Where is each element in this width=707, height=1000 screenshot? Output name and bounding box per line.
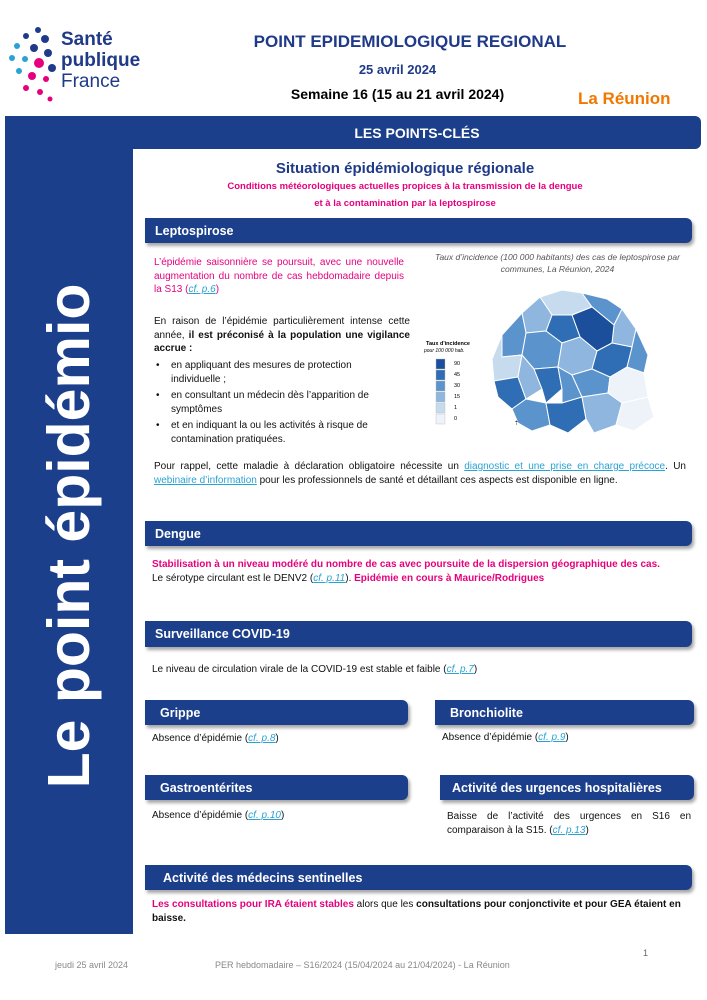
lepto-bullets: [154, 359, 394, 449]
lepto-p1-text: L’épidémie saisonnière se poursuit, avec une nouvelle augmentation du nombre de cas hebdomadaire depuis la S13 (: [154, 257, 404, 295]
dengue-p2-end: ).: [345, 573, 355, 584]
legend-swatch: [436, 370, 445, 380]
covid-text: Le niveau de circulation virale de la COVID-19 est stable et faible (: [152, 664, 447, 675]
section-leptospirose-title: Leptospirose: [155, 223, 234, 238]
page-number: 1: [643, 948, 649, 958]
covid-end: ): [473, 664, 478, 675]
legend-title: Taux d'incidence: [426, 341, 470, 347]
section-dengue-title: Dengue: [155, 526, 201, 541]
section-grippe: [145, 700, 408, 725]
grippe-line: [152, 732, 402, 746]
incidence-map: [422, 285, 694, 440]
covid-line: [152, 663, 692, 677]
page-title: POINT EPIDEMIOLOGIQUE REGIONAL: [253, 32, 567, 51]
lepto-p3-text-b: . Un: [665, 461, 686, 472]
logo-dots-icon: [8, 26, 60, 104]
bronchio-end: ): [565, 732, 569, 743]
section-grippe-title: Grippe: [160, 705, 201, 720]
map-caption: Taux d’incidence (100 000 habitants) des cas de leptospirose par communes, La Réunion, 2024: [435, 252, 680, 274]
urgences-link[interactable]: cf. p.13: [552, 824, 586, 836]
logo-line3: France: [61, 71, 121, 92]
map-legend: [423, 341, 470, 424]
covid-link[interactable]: cf. p.7: [446, 664, 474, 675]
report-date: 25 avril 2024: [358, 62, 437, 77]
legend-swatch: [436, 392, 445, 402]
bronchio-text: Absence d’épidémie (: [442, 732, 539, 743]
dengue-line-2: [152, 572, 692, 586]
report-week: Semaine 16 (15 au 21 avril 2024): [290, 86, 505, 102]
list-item: • en consultant un médecin dès l’apparition de symptômes: [154, 389, 394, 416]
section-dengue: [145, 521, 692, 546]
reunion-communes: [492, 290, 654, 433]
legend-swatch: [436, 403, 445, 413]
list-item: • et en indiquant la ou les activités à risque de contamination pratiquées.: [154, 419, 394, 446]
sentinelles-pink: Les consultations pour IRA étaient stables: [152, 899, 354, 910]
gastro-link[interactable]: cf. p.10: [248, 810, 281, 821]
dengue-p2-pink: Epidémie en cours à Maurice/Rodrigues: [354, 573, 545, 584]
legend-label: 1: [454, 405, 458, 411]
section-gastroenterites: [145, 775, 408, 800]
lepto-p3-text-a: Pour rappel, cette maladie à déclaration obligatoire nécessite un: [154, 461, 465, 472]
lepto-paragraph-1: [154, 256, 404, 297]
urgences-line: [447, 810, 691, 837]
region-label: La Réunion: [578, 89, 671, 108]
situation-title: Situation épidémiologique régionale: [275, 160, 535, 177]
bronchio-line: [442, 731, 692, 745]
points-cles-title: LES POINTS-CLÉS: [354, 124, 480, 141]
side-banner: [5, 116, 133, 934]
lepto-p1-end: ): [215, 284, 220, 295]
dengue-p2-text: Le sérotype circulant est le DENV2 (: [152, 573, 314, 584]
sentinelles-bold: consultations pour conjonctivite et pour GEA étaient en baisse.: [152, 899, 681, 924]
lepto-p2-text: En raison de l’épidémie particulièrement intense cette année,: [154, 316, 410, 341]
section-gastro-title: Gastroentérites: [160, 780, 253, 795]
lepto-webinaire-link[interactable]: webinaire d’information: [154, 474, 257, 486]
legend-label: 90: [454, 361, 461, 367]
lepto-p3-text-c: pour les professionnels de santé et détaillant ces aspects est disponible en ligne.: [256, 474, 618, 486]
logo-line1: Santé: [61, 29, 113, 50]
footer-date: jeudi 25 avril 2024: [55, 960, 129, 970]
grippe-end: ): [275, 733, 279, 744]
gastro-text: Absence d’épidémie (: [152, 810, 249, 821]
lepto-paragraph-2: [154, 315, 410, 356]
section-covid: [145, 621, 692, 647]
section-urgences-title: Activité des urgences hospitalières: [452, 780, 662, 795]
bronchio-link[interactable]: cf. p.9: [538, 732, 566, 743]
grippe-text: Absence d’épidémie (: [152, 733, 249, 744]
sentinelles-line: [152, 898, 692, 925]
situation-sub1: Conditions météorologiques actuelles propices à la transmission de la dengue: [227, 181, 583, 192]
logo-line2: publique: [61, 50, 141, 71]
lepto-diagnostic-link[interactable]: diagnostic et une prise en charge précoce: [464, 461, 666, 472]
urgences-end: ): [585, 824, 589, 836]
points-cles-banner: [133, 116, 701, 149]
section-covid-title: Surveillance COVID-19: [155, 627, 290, 641]
section-bronchiolite-title: Bronchiolite: [450, 705, 523, 720]
gastro-end: ): [280, 810, 285, 821]
situation-sub2: et à la contamination par la leptospirose: [314, 198, 496, 209]
lepto-paragraph-3: [154, 460, 686, 487]
side-title: Le point épidémio: [36, 283, 102, 789]
footer-ref: PER hebdomadaire – S16/2024 (15/04/2024 au 21/04/2024) - La Réunion: [215, 960, 510, 970]
dengue-line-1: [152, 558, 692, 572]
legend-label: 15: [454, 394, 461, 400]
lepto-p2-bold: il est préconisé à la population une vigilance accrue :: [154, 329, 410, 354]
dengue-p1: Stabilisation à un niveau modéré du nombre de cas avec poursuite de la dispersion géographique des cas.: [152, 559, 660, 570]
urgences-text: Baisse de l’activité des urgences en S16 en comparaison à la S15. (: [447, 811, 691, 836]
lepto-p1-link[interactable]: cf. p.6: [188, 284, 216, 295]
legend-swatch: [436, 359, 445, 369]
section-bronchiolite: [435, 700, 694, 725]
north-arrow-icon: ⇡: [514, 421, 520, 427]
legend-label: 0: [454, 416, 458, 422]
section-urgences: [440, 775, 694, 800]
section-leptospirose: [145, 218, 692, 243]
gastro-line: [152, 809, 402, 823]
legend-label: 30: [454, 383, 461, 389]
legend-subtitle: pour 100 000 hab.: [424, 348, 465, 354]
logo: [8, 26, 158, 106]
legend-label: 45: [454, 372, 461, 378]
legend-swatch: [436, 414, 445, 424]
sentinelles-mid: alors que les: [353, 899, 417, 910]
dengue-p2-link[interactable]: cf. p.11: [313, 573, 346, 584]
legend-swatch: [436, 381, 445, 391]
list-item: • en appliquant des mesures de protection individuelle ;: [154, 359, 394, 386]
section-sentinelles: [145, 865, 692, 890]
section-sentinelles-title: Activité des médecins sentinelles: [163, 870, 363, 885]
grippe-link[interactable]: cf. p.8: [248, 733, 276, 744]
